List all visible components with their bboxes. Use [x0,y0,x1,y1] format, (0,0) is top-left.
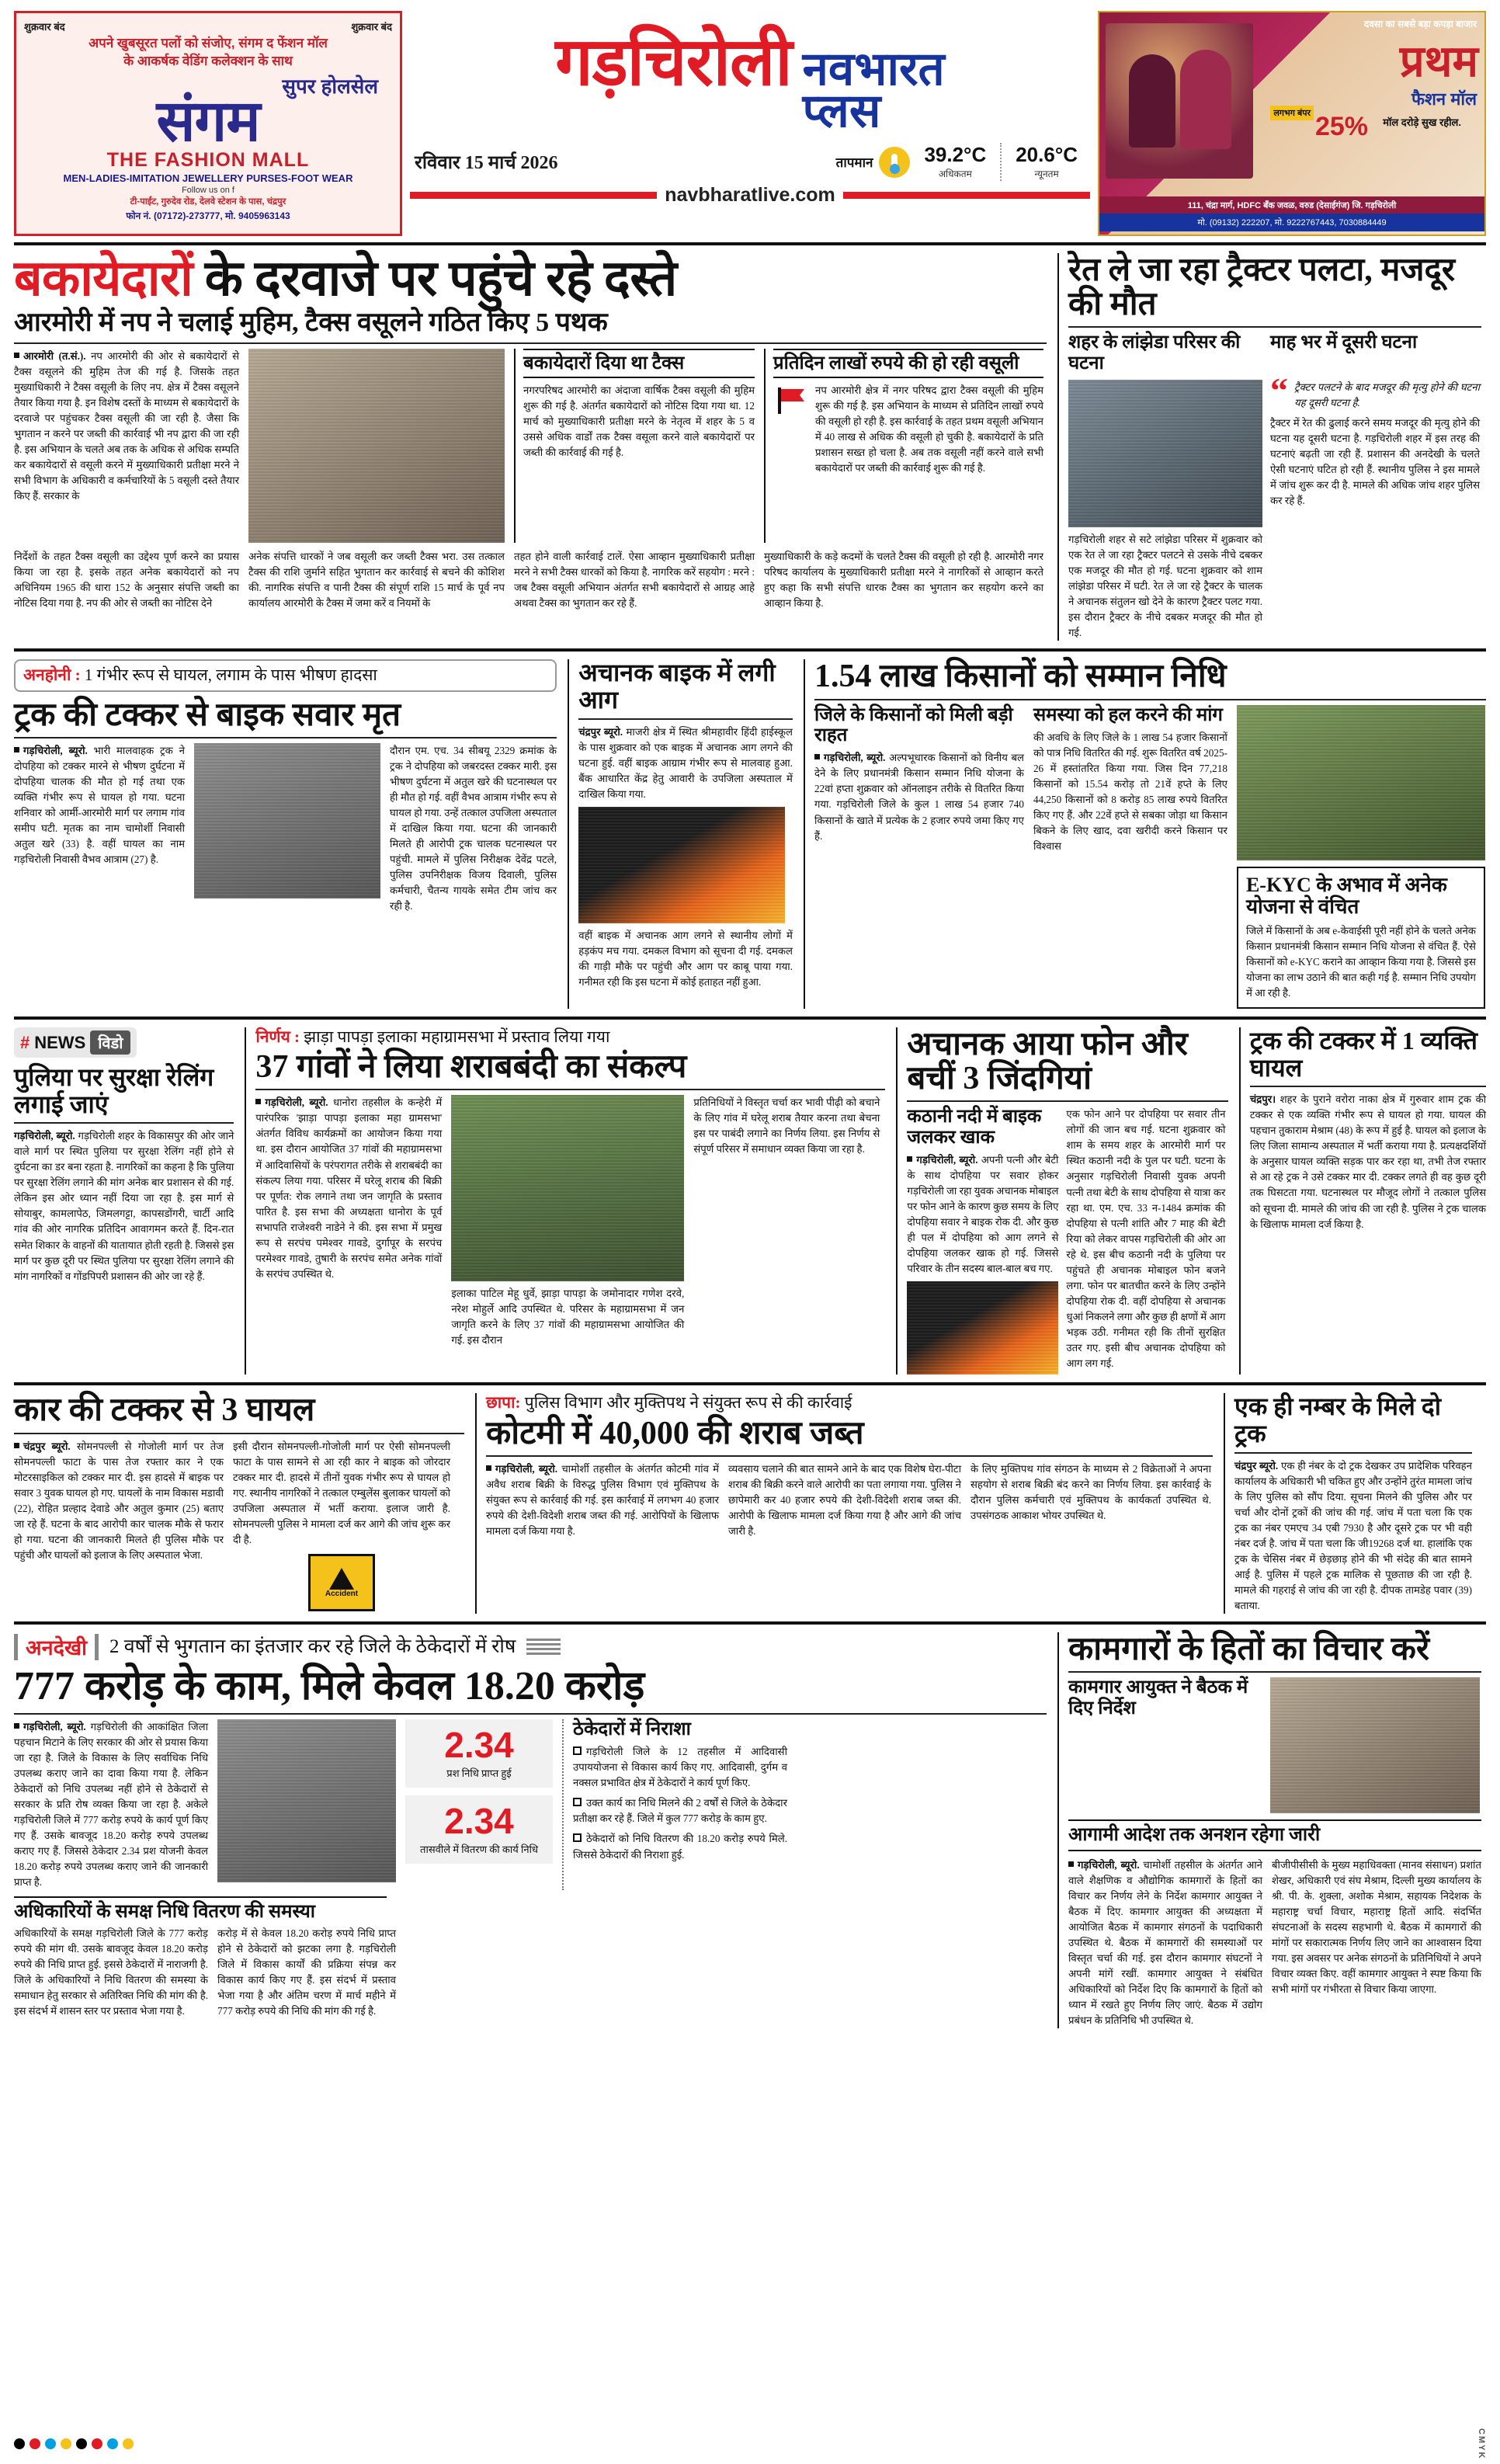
anddekhi-label: अनदेखी [14,1632,99,1661]
contractor-infobox [562,1719,787,1891]
phone-call-story [896,1027,1227,1374]
village-photo-caption: इलाका पाटिल मेहू धुर्वे, झाड़ा पापड़ा के जमोनादार गणेश दरवे, नरेश मोहुर्ले आदि उपस्थित थे. परिसर के महाग्रामसभा में जन जागृति करने के लिए 37 गांवों की महाग्रामसभा आयोजित की गई. इस दौरान [451,1288,685,1347]
right-top-photo [1068,380,1262,527]
village-col1-leadin: गड़चिरोली, ब्यूरो. [265,1096,328,1109]
contractor-col1-leadin: गड़चिरोली, ब्यूरो. [23,1720,86,1732]
samman-col1-leadin: गड़चिरोली, ब्यूरो. [823,752,886,764]
masthead-rule-row [410,184,1090,207]
advertisement-sangam-fashion-mall[interactable] [14,11,402,236]
contractor-body3: करोड़ में से केवल 18.20 करोड़ रुपये निधि प्राप्त होने से ठेकेदारों को झटका लगा है. गड़चिरोली जिले में विकास कार्यों की प्रक्रिया संपन्न कर विकास कार्य किए गए हैं. इस संदर्भ में प्रस्ताव भेजा गया है और अंतिम चरण में मार्च महीने में 777 करोड़ रुपये की निधि की मांग की गई है. [217,1927,396,2017]
title-navbharat: नवभारत [802,43,945,95]
weather-max-value: 39.2°C [924,143,987,166]
right-top-headline: रेत ले जा रहा ट्रैक्टर पलटा, मजदूर की मौत [1068,252,1456,323]
ad-right-offer: मॉल दरोड़े सुख रहील. [1383,116,1461,128]
liquor-kicker-rest: पुलिस विभाग और मुक्तिपथ ने संयुक्त रूप से की कार्रवाई [524,1393,852,1413]
ad-tagline-line2: के आकर्षक वेडिंग कलेक्शन के साथ [123,54,293,69]
right-top-sub-right: माह भर में दूसरी घटना [1270,332,1418,353]
cmyk-label: CMYK [1477,2428,1486,2459]
ad-closed-right: शुक्रवार बंद [351,21,392,33]
ekyc-box [1237,867,1485,1010]
infobox-item: गड़चिरोली जिले के 12 तहसील में आदिवासी उपाययोजना से विकास कार्य किए गए. आदिवासी, दुर्गम व नक्सल प्रभावित क्षेत्र में ठेकेदारों ने कार्य पूर्ण किए. [573,1746,787,1789]
samman-nidhi-story [804,659,1486,1009]
rule-right [843,192,1090,199]
lead-tail-col2: अनेक संपत्ति धारकों ने जब वसूली कर जब्ती टैक्स भरा. उस तत्काल टैक्स की राशि जुर्माने सहित भुगतान कर कार्रवाई से बचने की कोशिश की. नागरिक संपत्ति व पानी टैक्स की संपूर्ण राशि 15 मार्च के पूर्व नप कार्यालय आरमोरी के टैक्स में जमा करें व नियमों के [248,550,505,609]
weather-label: तापमान [835,155,873,170]
rule-left [410,192,657,199]
car-accident-story [14,1393,464,1614]
news-label: NEWS [34,1032,86,1052]
worker-sub: कामगार आयुक्त ने बैठक में दिए निर्देश [1068,1677,1248,1719]
ad-categories: MEN-LADIES-IMITATION JEWELLERY PURSES-FOOT WEAR [63,172,353,184]
phone-col1-leadin: गड़चिरोली, ब्यूरो. [916,1153,978,1166]
village-photo [451,1095,684,1281]
ad-right-brand: प्रथम [1399,36,1478,85]
lead-col3-heading: प्रतिदिन लाखों रुपये की हो रही वसूली [773,349,1043,378]
liquor-col2-text: व्यवसाय चलाने की बात सामने आने के बाद एक विशेष घेरा-पीटा शराब की बिक्री करने वाले आरोपी का पता लगाया गया. पुलिस ने छापेमारी कर 40 हजार रुपये की देशी-विदेशी शराब जब्त की. आरोपी के खिलाफ मामला दर्ज किया गया है और आगे की जांच जारी है. [728,1462,961,1537]
ad-phone: फोन नं. (07172)-273777, मो. 9405963143 [126,210,290,222]
ad-brand-name: संगम [156,88,260,153]
contractor-body2: अधिकारियों के समक्ष गड़चिरोली जिले के 777 करोड़ रुपये की मांग थी. उसके बावजूद केवल 18.20 करोड़ रुपये की निधि प्राप्त हुई. इससे ठेकेदारों में नाराजगी है. जिले के अधिकारियों ने निधि वितरण की समस्या के समाधान हेतु सरकार से अतिरिक्त निधि की मांग की है. इस संदर्भ में शासन स्तर पर प्रस्ताव भेजा गया है. [14,1927,208,2017]
video-badge[interactable]: विडो [90,1030,130,1055]
truck-col2-text: दौरान एम. एच. 34 सीबयू 2329 क्रमांक के ट्रक ने दोपहिया को जबरदस्त टक्कर मारी. इस भीषण दुर्घटना में अतुल खरे की घटनास्थल पर ही मौत हो गई. वहीं वैभव आत्राम गंभीर रूप से घायल हो गया. उन्हें तत्काल उपजिला अस्पताल में दाखिल किया गया. घटना की जानकारी मिलते ही आरोपी ट्रक चालक घटनास्थल पर पहुंची. मामले में पुलिस निरीक्षक देवेंद्र पटले, पुलिस उपनिरीक्षक विजय दिवाली, पुलिस कर्मचारी, चैतन्य गायके समेत टीम जांच कर रही है. [390,744,557,912]
lead-subhead: आरमोरी में नप ने चलाई मुहिम, टैक्स वसूलने गठित किए 5 पथक [14,308,608,338]
truck-kicker-rest: 1 गंभीर रूप से घायल, लगाम के पास भीषण हादसा [84,666,377,685]
liquor-col1-text: चामोर्शी तहसील के अंतर्गत कोटमी गांव में अवैध शराब बिक्री के विरुद्ध पुलिस विभाग एवं मुक्तिपथ के संयुक्त रूप से कार्रवाई की गई. इस कार्रवाई में लगभग 40 हजार रुपये की देशी-विदेशी शराब जब्त की गई. आरोपियों के खिलाफ मामला दर्ज किया गया है. [486,1462,719,1537]
ad-mall-name: THE FASHION MALL [106,148,310,171]
right-top-col2: ट्रैक्टर में रेत की ढुलाई करने समय मजदूर की मृत्यु होने की घटना यह दूसरी घटना है. गड़चिरोली शहर में इस तरह की घटनाएं बढ़ती जा रही हैं. प्रशासन की अनदेखी के चलते ऐसी घटनाएं घटित हो रही हैं. स्थानीय पुलिस ने इस मामले में जांच शुरू कर दी है. मामले की अधिक जांच शहर पुलिस कर रहे हैं. [1270,417,1480,507]
right-top-quote: ट्रैक्टर पलटने के बाद मजदूर की मृत्यु होने की घटना यह दूसरी घटना है. [1294,381,1480,409]
footer-registration-marks [0,2428,1500,2459]
ad-right-address1: 111, चंद्रा मार्ग, HDFC बँक जवळ, वरुड (देसाईगंज) जि. गड़चिरोली [1099,196,1484,214]
car-col2-text: इसी दौरान सोमनपल्ली-गोजोली मार्ग पर ऐसी सोमनपल्ली फाटा के पास सामने से आ रही कार ने बाइक को जोरदार टक्कर मार दी. हादसे में तीनों युवक गंभीर रूप से घायल हो गए. स्थानीय नागरिकों ने तत्काल एम्बुलेंस बुलाकर घायलों को उपजिला अस्पताल में भर्ती कराया. इलाज जारी है. सोमनपल्ली पुलिस ने मामला दर्ज कर आगे की जांच शुरू कर दी है. [233,1440,450,1545]
truck-accident-story [14,659,557,1009]
title-gadchiroli: गड़चिरोली [555,25,792,99]
publication-date: रविवार 15 मार्च 2026 [415,153,558,173]
worker-welfare-story [1057,1632,1481,2028]
two-trucks-headline: एक ही नम्बर के मिले दो ट्रक [1234,1392,1442,1448]
liquor-kicker [486,1393,1213,1413]
stat-card [405,1719,553,1788]
contractor-photo [217,1719,396,1882]
bike-fire-photo [578,807,785,923]
ad-follow-us: Follow us on f [182,185,234,195]
car-col1-text: सोमनपल्ली से गोजोली मार्ग पर तेज सोमनपल्ली फाटा के पास तेज रफ्तार कार ने एक मोटरसाइकिल को टक्कर मार दी. इस हादसे में बाइक पर सवार 3 युवक घायल हो गए. घायलों के नाम विकास मडावी (22), रोहित प्रल्हाद देवाडे और अतुल कुमार (25) बताए जा रहे हैं. घटना के बाद आरोपी कार चालक मौके से फरार हो गया. घटना की जानकारी मिलते ही पुलिस मौके पर पहुंची और घायलों को इलाज के लिए अस्पताल भेजा. [14,1440,224,1561]
liquor-headline: कोटमी में 40,000 की शराब जब्त [486,1415,864,1451]
samman-col2-text: की अवधि के लिए जिले के 1 लाख 54 हजार किसानों को पात्र निधि वितरित की गई. शुरू वितरित वर्ष 2025-26 में हस्तांतरित किया गया. जिस दिन 77,218 किसानों को 15.54 करोड़ तो 21वें हप्ते के लिए 44,250 किसानों को 8 करोड़ 85 लाख रुपये वितरित किए गए हैं. और 22वें हप्ते से सबका जोड़ा था किसान बिकने के लिए खाद, दवा खरीदी करने किसान पर विश्वास [1033,731,1227,853]
news-video-flag[interactable] [14,1027,137,1058]
village-headline: 37 गांवों ने लिया शराबबंदी का संकल्प [255,1049,687,1086]
ekyc-text: जिले में किसानों के अब e-केवाईसी पूरी नहीं होने के चलते अनेक किसान प्रधानमंत्री किसान सम्मान निधि योजना से वंचित हैं. ऐसे किसानों को e-KYC कराने का आव्हान किया गया है. जिससे इस योजना का लाभ उठाने की बात कही गई है. सम्मान निधि उपयोग में आ रही है. [1245,924,1476,999]
phone-col1-text: अपनी पत्नी और बेटी के साथ दोपहिया पर सवार होकर गड़चिरोली जा रहा युवक अचानक मोबाइल पर फोन आने के कारण कुछ समय के लिए दोपहिया सवार ने बाइक रोक दी. और कुछ ही पल में दोपहिया को आग लगने से दोपहिया जलकर खाक हो गई. जिससे परिवार के तीन सदस्य बाल-बाल बच गए. [907,1153,1059,1275]
masthead-center [410,11,1090,236]
menu-lines-icon [526,1639,561,1655]
village-kicker-rest: झाड़ा पापड़ा इलाका महाग्रामसभा में प्रस्ताव लिया गया [304,1027,610,1046]
reg-dot [107,2438,118,2449]
stat-card [405,1795,553,1864]
truck-col1-text: भारी मालवाहक ट्रक ने दोपहिया को टक्कर मारने से भीषण दुर्घटना में दोपहिया चालक की मौत हो गई तथा एक व्यक्ति गंभीर रूप से घायल हो गया. घटना शनिवार को आर्मी-आरमोरी मार्ग पर लगाम गांव समीप घटी. मृतक का नाम चामोर्शी निवासी अतुल खरे (33) है. वहीं घायल का नाम गड़चिरोली निवासी वैभव आत्राम (27) है. [14,744,185,866]
ad-address: टी-पाईंट, गुरुदेव रोड, देलवे स्टेशन के पास, चंद्रपुर [130,196,286,207]
weather-max-label: अधिकतम [938,169,972,179]
newspaper-title [555,25,945,137]
lead-story [14,253,1047,641]
worker-photo [1270,1677,1480,1813]
lead-col3-text: नप आरमोरी क्षेत्र में नगर परिषद द्वारा टैक्स वसूली की मुहिम शुरू की गई है. इस अभियान के माध्यम से प्रतिदिन लाखों रुपये की वसूली हो रही है. इस कार्रवाई के तहत प्रथम वसूली अभियान में 40 लाख से अधिक की वसूली हो चुकी है. बकायेदारों के प्रति प्रशासन सख्त हो चला है. अब तक वसूली नहीं करने वाले सभी बकायेदारों पर जब्ती की कार्रवाई शुरू की गई है. [815,384,1043,474]
liquor-col3-text: के लिए मुक्तिपथ गांव संगठन के माध्यम से 2 विक्रेताओं ने अपना सहयोग से शराब बिक्री बंद करने का निर्णय लिया. इस कार्रवाई के दौरान पुलिस कर्मचारी एवं मुक्तिपथ के कार्यकर्ता उपस्थित थे. उपसंगठक आकाश भोयर उपस्थित थे. [970,1462,1211,1521]
samman-sub: जिले के किसानों को मिली बड़ी राहत [814,704,1013,745]
village-kicker-tag: निर्णय : [255,1027,300,1046]
ad-right-disc-label: लगभग बंपर [1270,106,1314,120]
ad-right-topline: दवसा का सबसे बड़ा कपड़ा बाजार [1363,19,1477,30]
contractor-infobox-head: ठेकेदारों में निराशा [573,1719,691,1739]
stat-value: 2.34 [444,1800,514,1841]
truck2-text: शहर के पुराने वरोरा नाका क्षेत्र में गुरुवार शाम ट्रक की टक्कर से एक व्यक्ति गंभीर रूप से घायल हो गया. घायल की पहचान तुकाराम मेश्राम (48) के रूप में हुई है. घायल को इलाज के लिए जिला सामान्य अस्पताल में भर्ती कराया गया है. प्रत्यक्षदर्शियों के अनुसार घायल व्यक्ति सड़क पार कर रहा था, तभी तेज रफ्तार से आ रहे ट्रक ने उसे टक्कर मार दी. टक्कर लगते ही वह कुछ दूरी तक घिसटता गया. घटनास्थल पर मौजूद लोगों ने तत्काल पुलिस को सूचना दी. मामले की जांच की जा रही है. पुलिस ने ट्रक चालक के खिलाफ मामला दर्ज किया है. [1249,1093,1487,1230]
right-top-story [1057,253,1481,641]
samman-photo [1237,705,1485,860]
samman-col1-text: अल्पभूधारक किसानों को विनीय बल देने के लिए प्रधानमंत्री किसान सम्मान निधि योजना के 22वां हप्ता शुक्रवार को ऑनलाइन तरीके से वितरित किया गया. गड़चिरोली जिले के कुल 1 लाख 54 हजार 740 किसानों के खाते में प्रत्येक के 2 हजार रुपये जमा किए गए हैं. [814,752,1024,842]
two-trucks-story [1224,1393,1472,1614]
bike-fire-headline: अचानक बाइक में लगी आग [578,659,776,714]
news-video-story [14,1027,234,1374]
village-kicker [255,1027,885,1047]
contractor-subhead2: अधिकारियों के समक्ष निधि वितरण की समस्या [14,1896,387,1922]
ad-right-discount: 25% [1314,112,1368,141]
two-trucks-text: एक ही नंबर के दो ट्रक देखकर उप प्रादेशिक परिवहन कार्यालय के अधिकारी भी चकित हुए और उन्होंने तुरंत मामला जांच के लिए पुलिस को सौंप दिया. सूचना मिलने की पुलिस और पर चर्चा और दोनों ट्रकों की जांच की गई. जांच में पता चला कि एक ट्रक का नंबर एमएच 34 एबी 7930 है और दूसरे ट्रक पर भी वही नंबर दर्ज है. जांच में पता चला कि जी19268 दर्ज था. हालांकि एक ट्रक के चेसिस नंबर में छेड़छाड़ होने की भी संदेह की बात सामने आई है. पुलिस में पहले ट्रक मालिक से पूछताछ की जा रही है. मामले की गहराई से जांच की जा रही है. दीपक तामडेह पवार (39) बताया. [1234,1459,1473,1612]
infobox-item: उक्त कार्य का निधि मिलने की 2 वर्षों से जिले के ठेकेदार प्रतीक्षा कर रहे हैं. जिले में कुल 777 करोड़ के काम हुए. [573,1797,787,1825]
lead-col-3 [764,349,1043,543]
worker-col1-text: चामोर्शी तहसील के अंतर्गत आने वाले शैक्षणिक व औद्योगिक कामगारों के हितों का विचार कर निर्णय लेने के निर्देश कामगार आयुक्त ने बैठक में दिए. कामगार आयुक्त की अध्यक्षता में आयोजित बैठक में कामगार संगठनों के पदाधिकारी उपस्थित थे. बैठक में कामगारों की समस्याओं पर विस्तृत चर्चा की गई. इस दौरान कामगार संघटनों ने अपनी मांगें रखीं. कामगार आयुक्त ने संबंधित अधिकारियों को निर्देश दिए कि कामगारों के हितों को ध्यान में रखते हुए निर्णय लिए जाएं. बैठक में उद्योग प्रबंधन के प्रतिनिधि भी उपस्थित थे. [1068,1858,1263,2027]
ad-right-address2: मो. (09132) 222207, मो. 9222767443, 7030884449 [1099,214,1484,231]
liquor-kicker-tag: छापा: [486,1393,521,1413]
lead-headline-rest: के दरवाजे पर पहुंचे रहे दस्ते [204,251,677,306]
two-trucks-leadin: चंद्रपुर ब्यूरो. [1234,1459,1279,1472]
liquor-raid-story [475,1393,1213,1614]
lead-headline-highlight: बकायेदारों [14,251,193,306]
bike-fire-leadin: चंद्रपुर ब्यूरो. [578,725,623,738]
ad-super-wholesale: सुपर होलसेल [282,74,378,98]
reg-dot [92,2438,102,2449]
truck2-leadin: चंद्रपुर। [1249,1093,1276,1106]
car-headline: कार की टक्कर से 3 घायल [14,1392,315,1429]
car-col1-leadin: चंद्रपुर ब्यूरो. [23,1440,71,1452]
lead-col1-leadin: आरमोरी (त.सं.). [23,349,86,362]
ad-closed-row [24,19,392,33]
infobox-item: ठेकेदारों को निधि वितरण की 18.20 करोड़ रुपये मिले. जिससे ठेकेदारों की निराशा हुई. [573,1833,787,1861]
lead-col2-text: नगरपरिषद आरमोरी का अंदाजा वार्षिक टैक्स वसूली की मुहिम शुरू की गई है. अंतर्गत बकायेदारों को नोटिस दिया गया था. 12 मार्च को मुख्याधिकारी प्रतीक्षा मरने के नेतृत्व में शहर के 5 व उससे अधिक वार्डों तक टैक्स वसूला करने वाले बकायेदारों पर जब्ती की कार्रवाई की गई है. [523,384,755,459]
title-plus: प्लस [802,85,881,137]
lead-photo [248,349,505,543]
lead-col-1 [14,349,239,543]
bike-fire-col2: वहीं बाइक में अचानक आग लगने से स्थानीय लोगों में हड़कंप मच गया. दमकल विभाग को सूचना दी गई. दमकल की गाड़ी मौके पर पहुंची और आग पर काबू पाया गया. गनीमत रही कि इस घटना में कोई हताहत नहीं हुआ. [578,929,793,988]
truck-injury-story [1239,1027,1486,1374]
advertisement-pratham-fashion-mall[interactable] [1098,11,1486,236]
lead-col-2 [514,349,755,543]
stat-value: 2.34 [444,1724,514,1765]
lead-col2-heading: बकायेदारों दिया था टैक्स [523,349,755,378]
worker-col1-leadin: गड़चिरोली, ब्यूरो. [1078,1858,1140,1871]
contractor-col1-text: गड़चिरोली की आकांक्षित जिला पहचान मिटाने के लिए सरकार की ओर से प्रयास किया जा रहा है. जिले के विकास के लिए सर्वाधिक निधि उपलब्ध कराए जाने का दावा किया गया है. लेकिन ठेकेदारों को निधि उपलब्ध नहीं होने से ठेकेदारों से सरकार के प्रति रोष व्यक्त किया जा रहा है. अकेले गड़चिरोली जिले में 777 करोड़ रुपये के कार्य पूर्ण किए गए हैं. उसके बावजूद 18.20 करोड़ रुपये उपलब्ध कराए गए हैं. जिससे ठेकेदार 2.34 प्रश योजनी केवल 18.20 करोड़ रुपये उपलब्ध कराए जाने की जानकारी प्राप्त है. [14,1720,208,1889]
lead-photo-wrap [248,349,505,543]
contractor-headline: 777 करोड़ के काम, मिले केवल 18.20 करोड़ [14,1664,645,1709]
liquor-col1-leadin: गड़चिरोली, ब्यूरो. [495,1462,558,1475]
ad-couple-photo [1106,23,1253,179]
stat-label: प्रश निधि प्राप्त हुई [446,1767,512,1779]
phone-photo [907,1281,1058,1374]
ekyc-heading: E-KYC के अभाव में अनेक योजना से वंचित [1245,873,1447,919]
right-top-col1: गड़चिरोली शहर से सटे लांझेडा परिसर में शुक्रवार को एक रेत ले जा रहा ट्रैक्टर पलटने से उसके नीचे दबकर एक मजदूर की मौत हो गई. घटना शुक्रवार को शाम लांझेडा परिसर में घटी. रेत ले जा रहे ट्रैक्टर के चालक ने अचानक संतुलन खो देने के कारण ट्रैक्टर पलट गया. इस दौरान ट्रैक्टर के नीचे दबकर मजदूर की मौत हो गई. [1068,533,1262,639]
news-video-headline: पुलिया पर सुरक्षा रेलिंग लगाई जाएं [14,1063,214,1118]
website-url[interactable]: navbharatlive.com [665,184,835,206]
ad-closed-left: शुक्रवार बंद [24,21,65,33]
worker-banner: आगामी आदेश तक अनशन रहेगा जारी [1068,1819,1481,1851]
weather-min-value: 20.6°C [1016,143,1078,166]
reg-dot [61,2438,71,2449]
quote-icon: “ [1270,370,1288,410]
hash-icon: # [20,1032,30,1052]
reg-dot [123,2438,134,2449]
truck-kicker-tag: अनहोनी : [23,666,81,685]
samman-headline: 1.54 लाख किसानों को सम्मान निधि [814,659,1227,695]
reg-dot [76,2438,87,2449]
bike-fire-story [568,659,793,1009]
news-video-text: गड़चिरोली शहर के विकासपुर की ओर जाने वाले मार्ग पर स्थित पुलिया पर सुरक्षा रेलिंग नहीं होने से दुर्घटना का डर बना रहता है. नागरिकों का कहना है कि पुलिया पर सुरक्षा रेलिंग लगाने की मांग अनेक बार प्रशासन से की गई. लेकिन इस ओर ध्यान नहीं दिया जा रहा है. इस मार्ग से सोयाबुर, कामलापेठ, जिमलगट्टा, कापसडोंगरी, चार्टी आदि गांव की ओर नागरिक प्रतिदिन आवागमन करते हैं. दिन-रात समेत शिकार के वाहनों की यातायात होती रहती है. जिससे इस मार्ग पर कुछ दूरी पर स्थित पुलिया पर सुरक्षा रेलिंग लगाने की मांग नागरिकों व गोंडपिपरी प्रशासन की ओर जा रहे हैं. [14,1130,234,1282]
phone-col2-text: एक फोन आने पर दोपहिया पर सवार तीन लोगों की जान बच गई. घटना शुक्रवार को शाम के समय शहर के आरमोरी मार्ग पर स्थित कठानी नदी के पुल पर घटी. घटना के अनुसार गड़चिरोली निवासी युवक अपनी पत्नी तथा बेटी के साथ दोपहिया से यात्रा कर रहा था. एम. एच. 33 न-1484 क्रमांक की दोपहिया से पत्नी शांति और 7 माह की बेटी रिया को लेकर वापस गड़चिरोली की ओर आ रहे थे. इस बीच कठानी नदी के पुलिया पर पहुंचते ही अचानक मोबाइल फोन बजने लगा. फोन पर बातचीत करने के लिए उन्होंने दोपहिया रोक दी. वहीं दोपहिया से अचानक धुआं निकलने लगा और कुछ ही क्षणों में आग भड़क उठी. गनीमत रही कि तीनों सुरक्षित उतर गए. इसी बीच अचानक दोपहिया को आग लग गई. [1066,1108,1226,1370]
lead-col1-text: नप आरमोरी की ओर से बकायेदारों से टैक्स वसूलने की मुहिम तेज की गई है. जिसके तहत मुख्याधिकारी ने टैक्स वसूली के लिए नप. क्षेत्र में टैक्स वसूलने तैयार किया गया है. इन विशेष दस्तों के माध्यम से बकायेदारों के दरवाजे पर पहुंचकर टैक्स वसूली की जा रही है. जैसा कि भुगतान न करने पर जब्ती की कार्रवाई भी नप द्वारा की जा रही है. इस अभियान के चलते अब तक के अधिक से अधिक सम्पति कर बकायेदारों से वसूली करने में मुख्याधिकारी प्रतीक्षा मरने ने सभी विभाग के अधिकारी व कर्मचारियों के 5 वसूली दस्ते तैयार किए हैं. सरकार के [14,349,240,502]
accident-sign-label: Accident [325,1589,359,1598]
village-col1-text: धानोरा तहसील के कन्हेरी में पारंपरिक 'झाड़ा पापड़ा इलाका महा ग्रामसभा' अंतर्गत विविध कार्यक्रमों का आयोजन किया गया था. इस दौरान आयोजित 37 गांवों की महाग्रामसभा में आदिवासियों के परंपरागत तरीके से शराबबंदी का संकल्प लिया गया. परिसर में घरेलू शराब की बिक्री पर पूर्णत: रोक लगाने तथा जन जागृति के प्रस्ताव पारित है. इस सभा की अध्यक्षता धानोरा के पूर्व सभापति राजेश्वरी नाडेने ने की. इस सभा में प्रमुख रूप से सरपंच पमेश्वर गावडे, दुर्गापूर के सरपंच परमेश्वर गावडे, तुषारी के सरपंच समेत अनेक गांवों के सरपंच उपस्थित थे. [255,1096,443,1280]
right-top-sub-left: शहर के लांझेडा परिसर की घटना [1068,332,1241,374]
masthead [14,11,1486,236]
reg-dot [30,2438,40,2449]
village-liquor-ban-story [245,1027,885,1374]
masthead-divider [14,242,1486,245]
contractor-payment-story [14,1632,1047,2028]
truck-photo [194,743,380,898]
masthead-info-row [410,143,1090,181]
truck-headline: ट्रक की टक्कर से बाइक सवार मृत [14,697,401,733]
phone-headline: अचानक आया फोन और बचीं 3 जिंदगियां [907,1027,1188,1097]
contractor-kicker: 2 वर्षों से भुगतान का इंतजार कर रहे जिले के ठेकेदारों में रोष [109,1635,516,1657]
weather-separator [1000,143,1002,181]
weather-min-label: न्यूनतम [1034,169,1059,179]
village-col3-text: प्रतिनिधियों ने विस्तृत चर्चा कर भावी पीढ़ी को बचाने के लिए गांव में घरेलू शराब तैयार करना तथा बेचना इस पर पाबंदी लगाने का निर्णय लिया. इस निर्णय से संपूर्ण परिसर में समाधान व्यक्त किया जा रहा है. [693,1096,880,1156]
accident-sign-icon [308,1554,375,1611]
reg-dot [14,2438,25,2449]
worker-headline: कामगारों के हितों का विचार करें [1068,1632,1430,1668]
truck2-headline: ट्रक की टक्कर में 1 व्यक्ति घायल [1249,1027,1477,1082]
samman-side-head: समस्या को हल करने की मांग [1033,704,1223,725]
truck-kicker [14,659,557,691]
truck-col1-leadin: गड़चिरोली, ब्यूरो. [23,744,88,756]
reg-dot [45,2438,56,2449]
lead-tail-col3: तहत होने वाली कार्रवाई टालें. ऐसा आव्हान मुख्याधिकारी प्रतीक्षा मरने ने सभी टैक्स धारकों को किया है. नागरिक करें सहयोग : मरने : जब टैक्स वसूली अभियान अंतर्गत सभी बकायेदारों से आग्रह आहे अथवा टैक्स का भुगतान कर रहे हैं. [514,550,755,609]
weather-widget [836,143,1085,181]
ad-right-sub: फैशन मॉल [1411,89,1477,109]
flag-icon [773,383,809,476]
phone-side-head: कठानी नदी में बाइक जलकर खाक [907,1107,1042,1148]
weather-max [916,143,994,181]
bike-fire-col1: माजरी क्षेत्र में स्थित श्रीमहावीर हिंदी हाईस्कूल के पास शुक्रवार को एक बाइक में अचानक आग लगने की घटना हुई. वहीं बाइक आग्राम गंभीर रूप से मालवाह हुआ. बैंक आधारित केंद्र हेतु आवारी के उपजिला अस्पताल में दाखिल किया गया. [578,725,793,800]
weather-min [1008,143,1085,181]
ad-tagline-line1: अपने खुबसूरत पलों को संजोए, संगम द फेंशन मॉल [89,36,328,50]
lead-tail-col4: मुख्याधिकारी के कड़े कदमों के चलते टैक्स की वसूली हो रही है. आरमोरी नगर परिषद कार्यालय के मुख्याधिकारी प्रतीक्षा मरने ने नागरिकों से आव्हान करते हुए कहा कि सभी संपत्ति धारक टैक्स का भुगतान कर सहयोग करने का आव्हान किया है. [764,550,1043,609]
news-video-leadin: गड़चिरोली, ब्यूरो. [14,1130,75,1142]
contractor-stats [405,1719,553,1891]
lead-tail-col1: निर्देशों के तहत टैक्स वसूली का उद्देश्य पूर्ण करने का प्रयास किया जा रहा है. इसके तहत अनेक बकायेदारों को नप अधिनियम 1965 की धारा 152 के अनुसार संपत्ति जब्ती का नोटिस दिया गया है. नप की ओर से जब्ती का नोटिस देने [14,550,239,609]
worker-col2-text: बीजीपीसीसी के मुख्य महाधिवक्ता (मानव संसाधन) प्रशांत शेखर, अधिकारी एवं संघ मेश्राम, दिल्ली मुख्य कार्यालय के श्री. पी. के. शुक्ला, अशोक मेश्राम, सहायक निदेशक के महाराष्ट्र चर्चा विचार, महाराष्ट्र हितों आदि. संदर्भित संघटनाओं के सदस्य सहभागी थे. बैठक में कामगारों की मांगों पर सकारात्मक निर्णय लिए जाने का आश्वासन दिया गया. इस अवसर पर अनेक संगठनों के प्रतिनिधियों ने अपने विचार व्यक्त किए. वहीं कामगार आयुक्त ने स्पष्ट किया कि सभी मांगों पर गंभीरता से विचार किया जाएगा. [1272,1858,1481,1996]
stat-label: तासवीले में वितरण की कार्य निधि [420,1843,538,1855]
lead-headline [14,253,1047,304]
thermometer-icon [879,147,910,178]
